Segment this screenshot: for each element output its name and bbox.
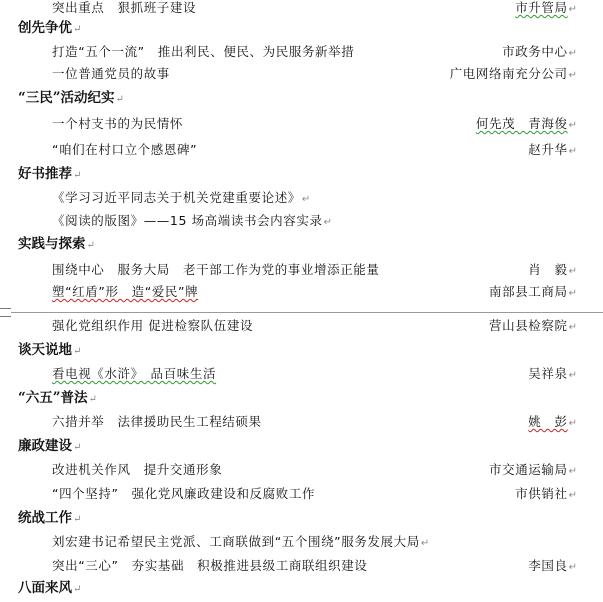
toc-entry <box>0 62 603 86</box>
section-heading-text: “六五”普法 <box>18 390 88 406</box>
entry-title: 一位普通党员的故事 <box>52 66 170 81</box>
entry-author: 何先茂 青海俊↵ <box>475 116 577 131</box>
paragraph-mark-icon: ↵ <box>115 94 124 105</box>
entry-title: “四个坚持” 强化党风廉政建设和反腐败工作 <box>52 486 316 501</box>
entry-title: “咱们在村口立个感恩碑” <box>52 142 198 157</box>
entry-author: 姚 彭↵ <box>528 414 577 429</box>
paragraph-mark-icon: ↵ <box>73 442 82 453</box>
entry-author: 南部县工商局↵ <box>489 284 577 299</box>
entry-title: 突出“三心” 夯实基础 积极推进县级工商联组织建设 <box>52 558 368 573</box>
section-heading <box>18 576 603 600</box>
toc-entry <box>0 314 603 338</box>
entry-author: 营山县检察院↵ <box>489 318 577 333</box>
section-heading <box>18 86 603 110</box>
paragraph-mark-icon: ↵ <box>73 584 82 595</box>
paragraph-mark-icon: ↵ <box>73 514 82 525</box>
paragraph-mark-icon: ↵ <box>568 370 577 381</box>
toc-entry <box>0 186 603 210</box>
section-heading <box>18 232 603 256</box>
entry-title: 一个村支书的为民情怀 <box>52 116 184 131</box>
entry-author: 市政务中心↵ <box>502 44 577 59</box>
toc-entry <box>0 482 603 506</box>
paragraph-mark-icon: ↵ <box>568 146 577 157</box>
entry-author: 肖 毅↵ <box>528 262 577 277</box>
section-heading-text: 八面来风 <box>18 580 72 596</box>
entry-title: 改进机关作风 提升交通形象 <box>52 462 223 477</box>
toc-entry <box>0 530 603 554</box>
toc-entry <box>0 554 603 578</box>
toc-entry <box>0 258 603 282</box>
toc-entry <box>0 280 603 304</box>
entry-title: 《学习习近平同志关于机关党建重要论述》↵ <box>52 190 311 205</box>
paragraph-mark-icon: ↵ <box>568 266 577 277</box>
toc-entry <box>0 458 603 482</box>
paragraph-mark-icon: ↵ <box>73 170 82 181</box>
paragraph-mark-icon: ↵ <box>568 120 577 131</box>
entry-title: 六措并举 法律援助民生工程结硕果 <box>52 414 262 429</box>
entry-author: 市交通运输局↵ <box>489 462 577 477</box>
paragraph-mark-icon: ↵ <box>568 4 577 15</box>
paragraph-mark-icon: ↵ <box>568 48 577 59</box>
entry-title: 打造“五个一流” 推出利民、便民、为民服务新举措 <box>52 44 355 59</box>
paragraph-mark-icon: ↵ <box>73 346 82 357</box>
paragraph-mark-icon: ↵ <box>73 24 82 35</box>
paragraph-mark-icon: ↵ <box>323 217 332 228</box>
toc-entry <box>0 40 603 64</box>
paragraph-mark-icon: ↵ <box>88 394 97 405</box>
section-heading <box>18 162 603 186</box>
entry-title: 看电视《水浒》 品百味生活 <box>52 366 217 381</box>
page-break-handle[interactable] <box>0 308 11 317</box>
entry-author: 吴祥泉↵ <box>528 366 577 381</box>
section-heading <box>18 434 603 458</box>
section-heading-text: 廉政建设 <box>18 438 72 454</box>
entry-title: 突出重点 狠抓班子建设 <box>52 0 197 15</box>
paragraph-mark-icon: ↵ <box>568 288 577 299</box>
section-heading <box>18 386 603 410</box>
paragraph-mark-icon: ↵ <box>568 322 577 333</box>
toc-entry <box>0 138 603 162</box>
section-heading-text: 谈天说地 <box>18 342 72 358</box>
paragraph-mark-icon: ↵ <box>86 240 95 251</box>
entry-title: 刘宏建书记希望民主党派、工商联做到“五个围绕”服务发展大局↵ <box>52 534 430 549</box>
paragraph-mark-icon: ↵ <box>420 538 430 549</box>
paragraph-mark-icon: ↵ <box>301 194 311 205</box>
entry-author: 广电网络南充分公司↵ <box>449 66 577 81</box>
entry-title: 《阅读的版图》——15 场高端读书会内容实录↵ <box>52 213 332 228</box>
section-heading-text: 好书推荐 <box>18 166 72 182</box>
entry-author: 赵升华↵ <box>528 142 577 157</box>
toc-entry <box>0 112 603 136</box>
paragraph-mark-icon: ↵ <box>568 562 577 573</box>
entry-author: 李国良↵ <box>528 558 577 573</box>
page-break <box>0 306 603 316</box>
paragraph-mark-icon: ↵ <box>568 418 577 429</box>
section-heading-text: “三民”活动纪实 <box>18 90 115 106</box>
section-heading <box>18 16 603 40</box>
section-heading-text: 统战工作 <box>18 510 72 526</box>
page-break-rule <box>0 312 603 313</box>
paragraph-mark-icon: ↵ <box>568 490 577 501</box>
toc-entry <box>0 410 603 434</box>
entry-title: 围绕中心 服务大局 老干部工作为党的事业增添正能量 <box>52 262 380 277</box>
section-heading <box>18 338 603 362</box>
section-heading-text: 实践与探索 <box>18 236 86 252</box>
section-heading <box>18 506 603 530</box>
entry-title: 塑“红盾”形 造“爱民”牌 <box>52 284 199 299</box>
entry-author: 市供销社↵ <box>515 486 577 501</box>
section-heading-text: 创先争优 <box>18 20 72 36</box>
paragraph-mark-icon: ↵ <box>568 70 577 81</box>
paragraph-mark-icon: ↵ <box>568 466 577 477</box>
entry-author: 市升管局↵ <box>515 0 577 15</box>
toc-entry <box>0 362 603 386</box>
entry-title: 强化党组织作用 促进检察队伍建设 <box>52 318 254 333</box>
toc-entry <box>0 209 603 233</box>
